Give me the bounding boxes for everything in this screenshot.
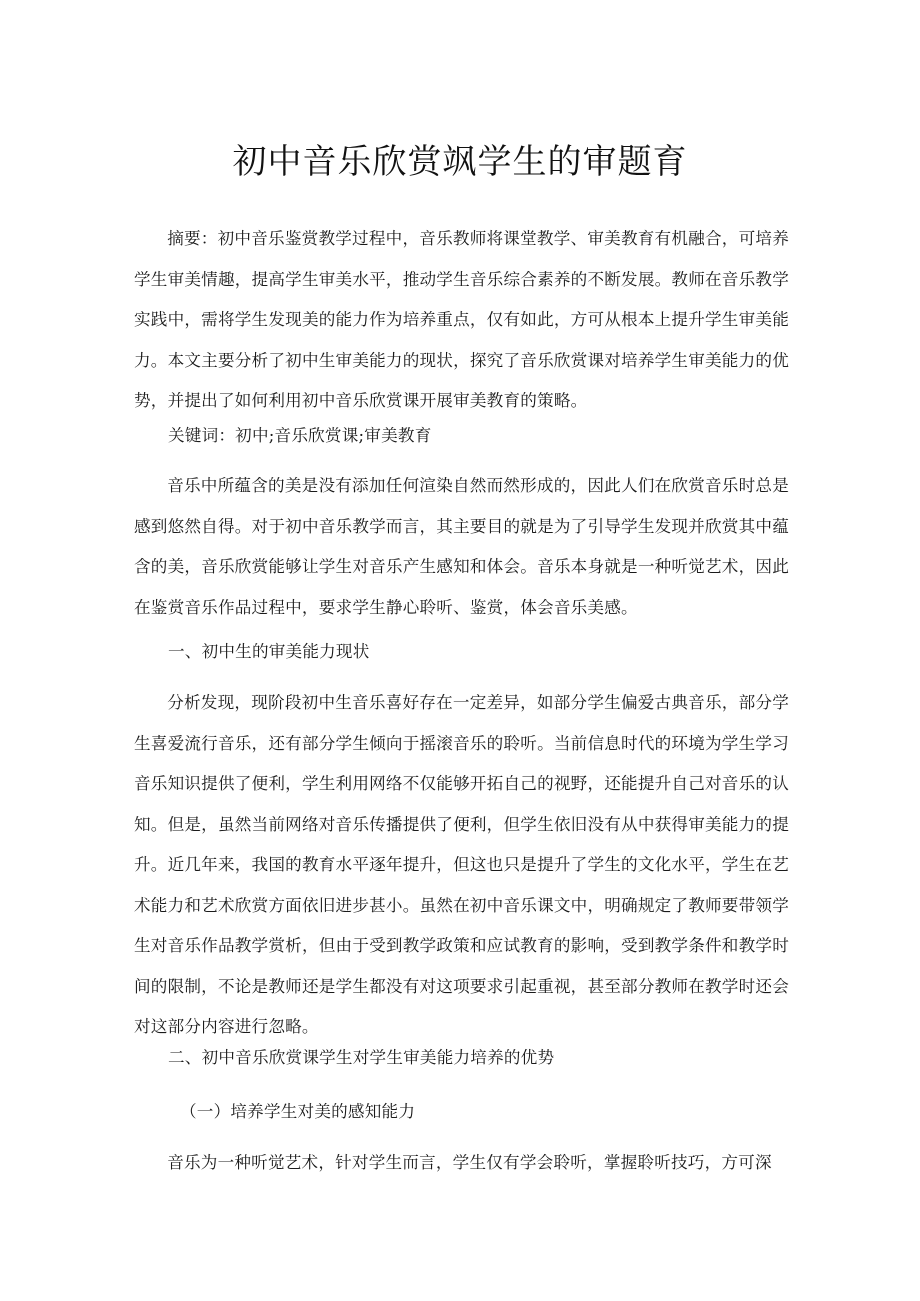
section-2-body: 音乐为一种听觉艺术，针对学生而言，学生仅有学会聆听，掌握聆听技巧，方可深 <box>167 1153 772 1172</box>
abstract-paragraph: 摘要：初中音乐鉴赏教学过程中，音乐教师将课堂教学、审美教育有机融合，可培养学生审美情趣，提高学生审美水平，推动学生音乐综合素养的不断发展。教师在音乐教学实践中，需将学生发现美的能力作为培养重点，仅有如此，方可从根本上提升学生审美能力。本文主要分析了初中生审美能力的现状，探究了音乐欣赏课对培养学生审美能力的优势，并提出了如何利用初中音乐欣赏课开展审美教育的策略。 <box>134 229 789 410</box>
document-title: 初中音乐欣赏飒学生的审题育 <box>232 142 688 182</box>
section-2-subheading-1: （一）培养学生对美的感知能力 <box>180 1102 416 1121</box>
section-1-heading: 一、初中生的审美能力现状 <box>168 642 370 661</box>
section-1-body: 分析发现，现阶段初中生音乐喜好存在一定差异，如部分学生偏爱古典音乐，部分学生喜爱流行音乐，还有部分学生倾向于摇滚音乐的聆听。当前信息时代的环境为学生学习音乐知识提供了便利，学生利用网络不仅能够开拓自己的视野，还能提升自己对音乐的认知。但是，虽然当前网络对音乐传播提供了便利，但学生依旧没有从中获得审美能力的提升。近几年来，我国的教育水平逐年提升，但这也只是提升了学生的文化水平，学生在艺术能力和艺术欣赏方面依旧进步甚小。虽然在初中音乐课文中，明确规定了教师要带领学生对音乐作品教学赏析，但由于受到教学政策和应试教育的影响，受到教学条件和教学时间的限制，不论是教师还是学生都没有对这项要求引起重视，甚至部分教师在教学时还会对这部分内容进行忽略。 <box>134 693 789 1036</box>
section-2-heading: 二、初中音乐欣赏课学生对学生审美能力培养的优势 <box>168 1048 555 1067</box>
intro-paragraph: 音乐中所蕴含的美是没有添加任何渲染自然而然形成的，因此人们在欣赏音乐时总是感到悠然自得。对于初中音乐教学而言，其主要目的就是为了引导学生发现并欣赏其中蕴含的美，音乐欣赏能够让学生对音乐产生感知和体会。音乐本身就是一种听觉艺术，因此在鉴赏音乐作品过程中，要求学生静心聆听、鉴赏，体会音乐美感。 <box>134 476 789 617</box>
keywords-line: 关键词：初中;音乐欣赏课;审美教育 <box>168 426 432 445</box>
